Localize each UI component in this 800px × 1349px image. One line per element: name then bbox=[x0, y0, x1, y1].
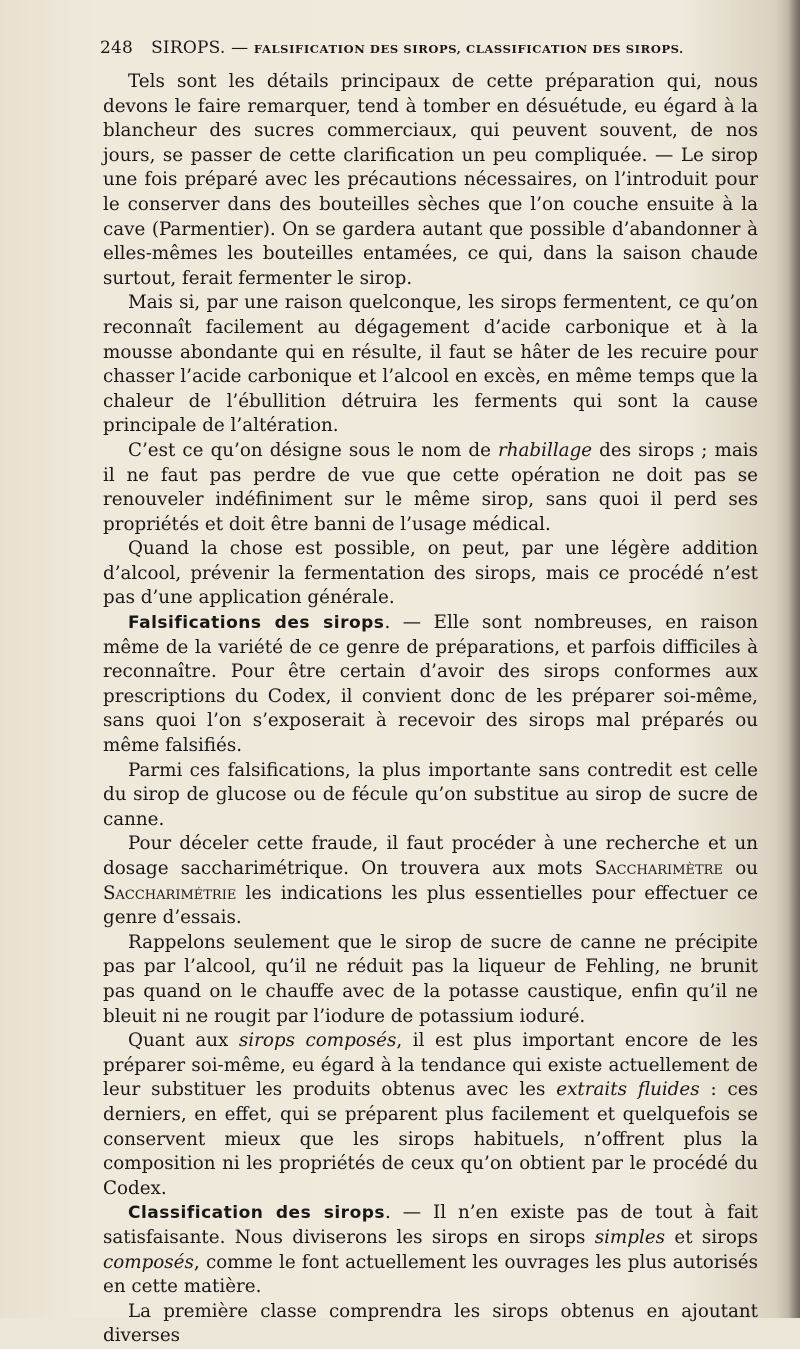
page-number: 248 bbox=[100, 38, 134, 58]
paragraph-9 bbox=[103, 1029, 758, 1201]
page-edge-shadow bbox=[788, 0, 800, 1318]
paragraph-7-text-a: Pour déceler cette fraude, il faut procéder à une recherche et un dosage saccharimétrique. On trouvera aux mots bbox=[103, 833, 758, 879]
paragraph-11: La première classe comprendra les sirops obtenus en ajoutant diverses bbox=[103, 1300, 758, 1347]
cross-ref-saccharimetrie: Saccharimétrie bbox=[103, 882, 237, 904]
paragraph-5-text: . — Elle sont nombreuses, en raison même de la variété de ce genre de préparations, et parfois difficiles à reconnaître. Pour être certain d’avoir des sirops conformes aux prescriptions du Codex, il convient donc de les préparer soi-même, sans quoi l’on s’exposerait à recevoir des sirops mal préparés ou même falsifiés. bbox=[103, 612, 758, 757]
paragraph-3-text-b: des sirops ; mais il ne faut pas perdre de vue que cette opération ne doit pas se renouveler indéfiniment sur le même sirop, sans quoi il perd ses propriétés et doit être banni de l’usage médical. bbox=[103, 439, 758, 535]
paragraph-3 bbox=[103, 439, 758, 537]
paragraph-1: Tels sont les détails principaux de cette préparation qui, nous devons le faire remarquer, tend à tomber en désuétude, eu égard à la blancheur des sucres commerciaux, qui peuvent souvent, de nos jours, se passer de cette clarification un peu compliquée. — Le sirop une fois préparé avec les précautions nécessaires, on l’introduit pour le conserver dans des bouteilles sèches que l’on couche ensuite à la cave (Parmentier). On se gardera autant que possible d’abandonner à elles-mêmes les bouteilles entamées, ce qui, dans la saison chaude surtout, ferait fermenter le sirop. bbox=[103, 71, 758, 289]
paragraph-5 bbox=[103, 611, 758, 759]
paragraph-3-text-a: C’est ce qu’on désigne sous le nom de bbox=[128, 439, 499, 461]
term-simples: simples bbox=[594, 1226, 666, 1248]
paragraph-7-text-mid: ou bbox=[722, 858, 758, 879]
header-subtitle: FALSIFICATION DES SIROPS, CLASSIFICATION DES SIROPS. bbox=[253, 42, 684, 56]
paragraph-2: Mais si, par une raison quelconque, les sirops fermentent, ce qu’on reconnaît facilement au dégagement d’acide carbonique et à la mousse abondante qui en résulte, il faut se hâter de les recuire pour chasser l’acide carbonique et l’alcool en excès, en même temps que la chaleur de l’ébullition détruira les ferments qui sont la cause principale de l’altération. bbox=[103, 292, 758, 437]
paragraph-7-text-b: les indications les plus essentielles pour effectuer ce genre d’essais. bbox=[103, 882, 758, 929]
paragraph-10-text-a: . — Il n’en existe pas de tout à fait satisfaisante. Nous diviserons les sirops en sirops bbox=[103, 1202, 758, 1248]
paragraph-7 bbox=[103, 832, 758, 930]
paragraph-9-text-a: Quant aux bbox=[128, 1030, 239, 1052]
paragraph-10-text-b: et sirops bbox=[665, 1226, 758, 1248]
header-dash: — bbox=[231, 38, 249, 58]
paragraph-6: Parmi ces falsifications, la plus importante sans contredit est celle du sirop de glucose ou de fécule qu’on substitue au sirop de sucre de canne. bbox=[103, 759, 758, 830]
term-rhabillage: rhabillage bbox=[498, 439, 593, 461]
paragraph-4: Quand la chose est possible, on peut, par une légère addition d’alcool, prévenir la fermentation des sirops, mais ce procédé n’est pas d’une application générale. bbox=[103, 538, 758, 609]
section-heading-classification: Classification des sirops bbox=[128, 1203, 386, 1224]
paragraph-8: Rappelons seulement que le sirop de sucre de canne ne précipite pas par l’alcool, qu’il ne réduit pas la liqueur de Fehling, ne brunit pas quand on le chauffe avec de la potasse caustique, enfin qu’il ne bleuit ni ne rougit par l’iodure de potassium ioduré. bbox=[103, 931, 758, 1027]
paragraph-9-text-c: : ces derniers, en effet, qui se préparent plus facilement et quelquefois se conservent mieux que les sirops habituels, n’offrent plus la composition ni les propriétés de ceux qu’on obtient par le procédé du Codex. bbox=[103, 1079, 758, 1199]
running-title: SIROPS. bbox=[151, 38, 226, 58]
running-header bbox=[100, 38, 770, 64]
cross-ref-saccharimetre: Saccharimètre bbox=[594, 858, 723, 879]
term-composes: composés bbox=[103, 1251, 194, 1273]
body-text bbox=[103, 70, 758, 1349]
term-extraits-fluides: extraits fluides bbox=[556, 1079, 700, 1101]
section-heading-falsifications: Falsifications des sirops bbox=[128, 613, 385, 634]
term-sirops-composes: sirops composés bbox=[238, 1030, 397, 1052]
paragraph-9-text-b: , il est plus important encore de les préparer soi-même, eu égard à la tendance qui existe actuellement de leur substituer les produits obtenus avec les bbox=[103, 1030, 759, 1101]
paragraph-10 bbox=[103, 1201, 758, 1299]
paragraph-10-text-c: , comme le font actuellement les ouvrages les plus autorisés en cette matière. bbox=[103, 1251, 758, 1298]
